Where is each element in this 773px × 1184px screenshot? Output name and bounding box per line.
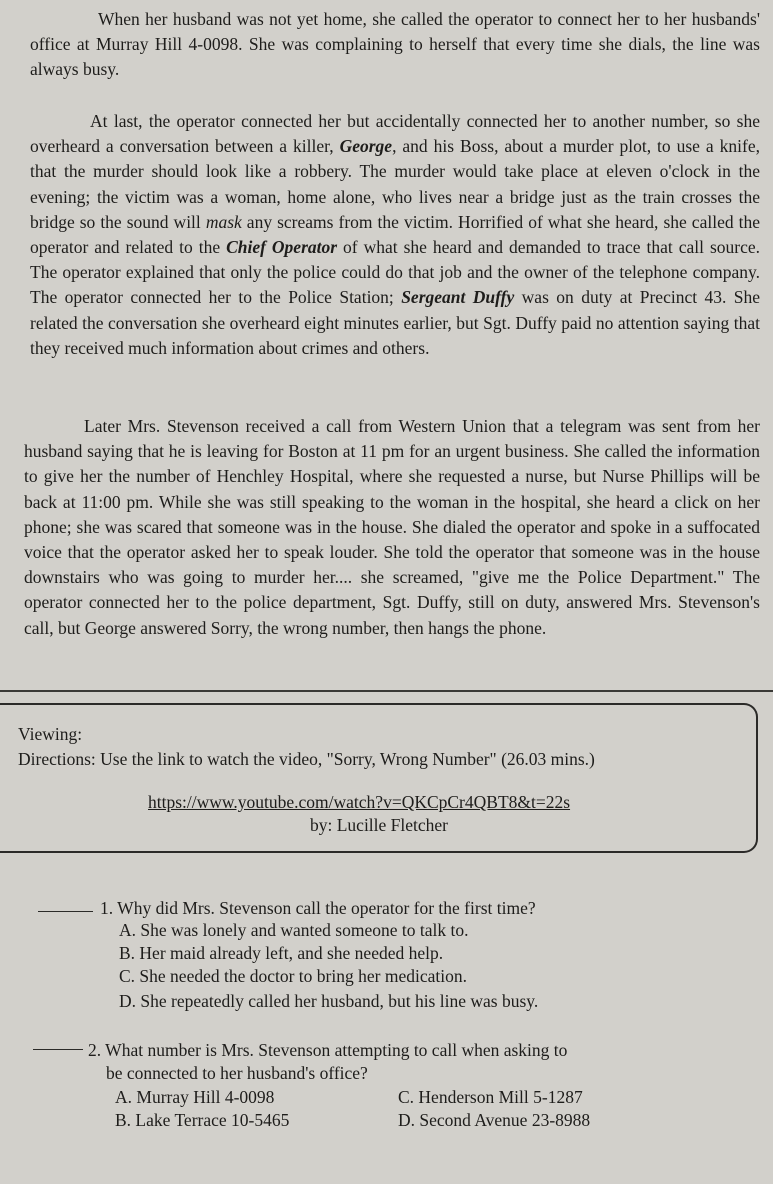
section-divider	[0, 690, 773, 692]
question-1-prompt: 1. Why did Mrs. Stevenson call the operator for the first time?	[100, 898, 536, 918]
text-run: At last, the operator connected her but accidentally connected her to another number, so she overheard a conversation between a killer,	[30, 111, 760, 157]
question-2-option-c: C. Henderson Mill 5-1287	[398, 1087, 583, 1107]
viewing-box	[0, 703, 758, 853]
text-run: mask	[205, 211, 242, 232]
answer-blank-1[interactable]	[38, 911, 93, 912]
text-run: any screams from the victim. Horrified of what she heard, she called the operator and related to the	[30, 211, 760, 258]
text-run: of what she heard and demanded to trace that call source. The operator explained that only the police could do that job and the owner of the telephone company. The operator connected her to the Police Station;	[30, 237, 760, 308]
question-2-option-a: A. Murray Hill 4-0098	[115, 1087, 275, 1107]
text-run: Chief Operator	[226, 237, 338, 258]
text-run: When her husband was not yet home, she called the operator to connect her to her husbands' office at Murray Hill 4-0098. She was complaining to herself that every time she dials, the line was always busy.	[30, 9, 760, 80]
question-2-option-d: D. Second Avenue 23-8988	[398, 1110, 591, 1130]
question-1-option-a: A. She was lonely and wanted someone to talk to.	[119, 920, 469, 940]
text-run: Later Mrs. Stevenson received a call from Western Union that a telegram was sent from her husband saying that he is leaving for Boston at 11 pm for an urgent business. She called the information to give her the number of Henchley Hospital, where she requested a nurse, but Nurse Phillips will be back at 11:00 pm. While she was still speaking to the woman in the hospital, she heard a click on her phone; she was scared that someone was in the house. She dialed the operator and spoke in a suffocated voice that the operator asked her to speak louder. She told the operator that someone was in the house downstairs who was going to murder her.... she screamed, "give me the Police Department." The operator connected her to the police department, Sgt. Duffy, still on duty, answered Mrs. Stevenson's call, but George answered Sorry, the wrong number, then hangs the phone.	[24, 416, 760, 638]
paragraph-3	[24, 414, 760, 641]
question-1-option-c: C. She needed the doctor to bring her medication.	[119, 966, 467, 986]
paragraph-1	[30, 7, 760, 83]
question-2-prompt: 2. What number is Mrs. Stevenson attempting to call when asking to	[88, 1040, 568, 1060]
text-run: George	[339, 136, 393, 157]
question-1-option-d: D. She repeatedly called her husband, but his line was busy.	[119, 991, 539, 1011]
viewing-heading: Viewing:	[18, 724, 83, 744]
text-run: was on duty at Precinct 43. She related the conversation she overheard eight minutes earlier, but Sgt. Duffy paid no attention saying that they received much information about crimes and others.	[30, 287, 761, 358]
video-link[interactable]: https://www.youtube.com/watch?v=QKCpCr4QBT8&t=22s	[148, 792, 571, 812]
question-1-option-b: B. Her maid already left, and she needed help.	[119, 943, 444, 963]
text-run: Sergeant Duffy	[401, 287, 515, 308]
viewing-directions: Directions: Use the link to watch the video, "Sorry, Wrong Number" (26.03 mins.)	[18, 749, 595, 769]
text-run: , and his Boss, about a murder plot, to use a knife, that the murder should look like a robbery. The murder would take place at eleven o'clock in the evening; the victim was a woman, home alone, who lives near a bridge just as the train crosses the bridge so the sound will	[30, 136, 760, 232]
author-credit: by: Lucille Fletcher	[310, 815, 449, 835]
paragraph-2	[30, 109, 760, 361]
answer-blank-2[interactable]	[33, 1049, 83, 1050]
question-2-prompt-cont: be connected to her husband's office?	[106, 1063, 368, 1083]
question-2-option-b: B. Lake Terrace 10-5465	[115, 1110, 290, 1130]
